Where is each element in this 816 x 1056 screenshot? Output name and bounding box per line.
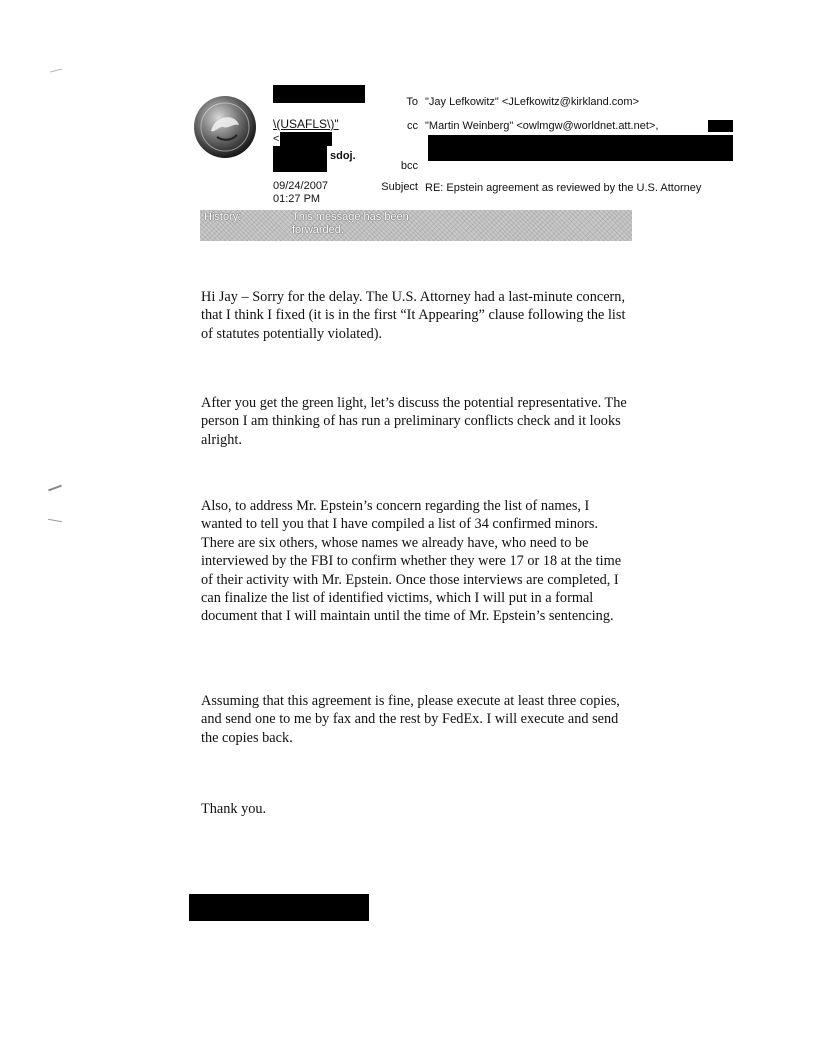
forwarded-message-line1: This message has been	[292, 211, 409, 223]
bcc-label: bcc	[400, 160, 418, 172]
subject-value: RE: Epstein agreement as reviewed by the U.S. Attorney	[425, 182, 702, 194]
agency-seal-avatar	[193, 95, 257, 159]
body-paragraph: After you get the green light, let’s discuss the potential representative. The person I am thinking of has run a preliminary conflicts check and it looks alright.	[201, 395, 627, 448]
history-label: History:	[204, 211, 242, 223]
sender-email-fragment: sdoj.	[330, 150, 356, 162]
scan-mark	[48, 519, 62, 522]
redaction-block	[428, 135, 733, 161]
forwarded-message-line2: forwarded.	[292, 224, 344, 236]
subject-label: Subject	[381, 181, 418, 193]
cc-label: cc	[407, 120, 418, 132]
to-label: To	[406, 96, 418, 108]
sender-email-bracket: <	[273, 133, 280, 145]
history-banner	[200, 210, 632, 241]
scan-mark	[50, 68, 62, 72]
cc-value: "Martin Weinberg" <owlmgw@worldnet.att.net>,	[425, 120, 659, 132]
sign-off: Thank you.	[201, 801, 267, 817]
redaction-block	[273, 85, 365, 103]
sent-time: 01:27 PM	[273, 193, 321, 205]
body-paragraph: Assuming that this agreement is fine, please execute at least three copies, and send one to me by fax and the rest by FedEx. I will execute and send the copies back.	[201, 693, 620, 746]
to-value: "Jay Lefkowitz" <JLefkowitz@kirkland.com>	[425, 96, 640, 108]
signature-redaction	[189, 894, 369, 921]
sender-name: \(USAFLS\)"	[273, 117, 339, 131]
redaction-block	[708, 120, 733, 132]
redaction-block	[280, 132, 332, 146]
redaction-block	[273, 146, 327, 172]
scan-mark	[48, 485, 62, 492]
sent-date: 09/24/2007	[273, 180, 329, 192]
body-paragraph: Hi Jay – Sorry for the delay. The U.S. Attorney had a last-minute concern, that I think I fixed (it is in the first “It Appearing” clause following the list of statutes potentially violated).	[201, 289, 626, 342]
body-paragraph: Also, to address Mr. Epstein’s concern regarding the list of names, I wanted to tell you that I have compiled a list of 34 confirmed minors. There are six others, whose names we already have, who need to be interviewed by the FBI to confirm whether they were 17 or 18 at the time of their activity with Mr. Epstein. Once those interviews are completed, I can finalize the list of identified victims, which I will put in a formal document that I will maintain until the time of Mr. Epstein’s sentencing.	[201, 498, 622, 625]
